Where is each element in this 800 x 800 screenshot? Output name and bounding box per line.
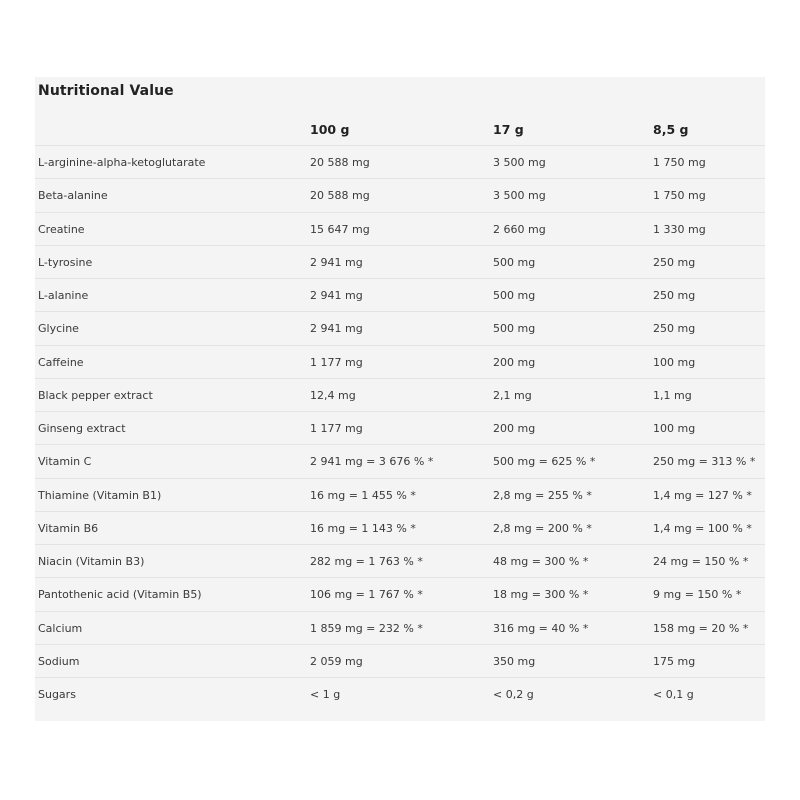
cell-per-8-5g: 1,4 mg = 100 % * <box>653 521 752 535</box>
cell-per-100g: 12,4 mg <box>310 388 356 402</box>
table-row <box>35 213 765 246</box>
cell-ingredient: Caffeine <box>38 355 84 369</box>
table-row <box>35 578 765 611</box>
table-row <box>35 379 765 412</box>
table-row <box>35 412 765 445</box>
table-row <box>35 678 765 711</box>
cell-per-100g: 20 588 mg <box>310 189 370 203</box>
cell-per-8-5g: 250 mg <box>653 255 696 269</box>
cell-per-17g: 2,8 mg = 200 % * <box>493 521 592 535</box>
cell-per-100g: 1 177 mg <box>310 355 363 369</box>
cell-per-100g: 282 mg = 1 763 % * <box>310 555 423 569</box>
cell-per-17g: 350 mg <box>493 654 536 668</box>
table-title: Nutritional Value <box>38 83 174 99</box>
cell-per-8-5g: 250 mg <box>653 322 696 336</box>
cell-per-8-5g: 100 mg <box>653 355 696 369</box>
cell-per-8-5g: 175 mg <box>653 654 696 668</box>
cell-per-8-5g: < 0,1 g <box>653 688 694 702</box>
cell-per-17g: 316 mg = 40 % * <box>493 621 589 635</box>
cell-per-17g: 2,8 mg = 255 % * <box>493 488 592 502</box>
cell-per-17g: 500 mg = 625 % * <box>493 455 596 469</box>
table-row <box>35 279 765 312</box>
cell-per-100g: 15 647 mg <box>310 222 370 236</box>
cell-ingredient: Sugars <box>38 688 76 702</box>
cell-per-100g: < 1 g <box>310 688 341 702</box>
table-row <box>35 346 765 379</box>
cell-per-8-5g: 1 750 mg <box>653 189 706 203</box>
cell-ingredient: Vitamin C <box>38 455 92 469</box>
cell-per-100g: 16 mg = 1 143 % * <box>310 521 416 535</box>
table-row <box>35 445 765 478</box>
header-cell-100g: 100 g <box>310 122 350 137</box>
cell-per-100g: 20 588 mg <box>310 156 370 170</box>
cell-ingredient: L-arginine-alpha-ketoglutarate <box>38 156 206 170</box>
cell-per-100g: 1 177 mg <box>310 422 363 436</box>
cell-ingredient: Vitamin B6 <box>38 521 99 535</box>
cell-per-17g: 500 mg <box>493 289 536 303</box>
cell-per-100g: 2 941 mg <box>310 322 363 336</box>
cell-per-17g: 3 500 mg <box>493 189 546 203</box>
cell-per-100g: 106 mg = 1 767 % * <box>310 588 423 602</box>
cell-per-8-5g: 1 330 mg <box>653 222 706 236</box>
table-row <box>35 612 765 645</box>
table-row <box>35 645 765 678</box>
header-cell-17g: 17 g <box>493 122 524 137</box>
cell-per-8-5g: 250 mg = 313 % * <box>653 455 756 469</box>
cell-per-8-5g: 1,1 mg <box>653 388 692 402</box>
cell-per-17g: 48 mg = 300 % * <box>493 555 589 569</box>
cell-per-8-5g: 9 mg = 150 % * <box>653 588 742 602</box>
cell-ingredient: Ginseng extract <box>38 422 126 436</box>
cell-per-17g: 200 mg <box>493 355 536 369</box>
cell-per-100g: 16 mg = 1 455 % * <box>310 488 416 502</box>
cell-per-100g: 1 859 mg = 232 % * <box>310 621 423 635</box>
cell-ingredient: Sodium <box>38 654 80 668</box>
cell-ingredient: Calcium <box>38 621 83 635</box>
cell-per-8-5g: 250 mg <box>653 289 696 303</box>
cell-per-17g: 200 mg <box>493 422 536 436</box>
cell-per-8-5g: 158 mg = 20 % * <box>653 621 749 635</box>
cell-per-100g: 2 941 mg <box>310 289 363 303</box>
cell-ingredient: Black pepper extract <box>38 388 153 402</box>
cell-per-100g: 2 941 mg <box>310 255 363 269</box>
cell-ingredient: Thiamine (Vitamin B1) <box>38 488 162 502</box>
cell-per-8-5g: 100 mg <box>653 422 696 436</box>
cell-ingredient: Glycine <box>38 322 79 336</box>
table-row <box>35 512 765 545</box>
cell-ingredient: Niacin (Vitamin B3) <box>38 555 145 569</box>
table-header-row <box>35 113 765 146</box>
table-row <box>35 479 765 512</box>
table-row <box>35 179 765 212</box>
cell-ingredient: L-tyrosine <box>38 255 93 269</box>
cell-per-17g: 3 500 mg <box>493 156 546 170</box>
cell-per-8-5g: 1,4 mg = 127 % * <box>653 488 752 502</box>
cell-ingredient: Creatine <box>38 222 85 236</box>
cell-ingredient: Beta-alanine <box>38 189 108 203</box>
table-row <box>35 312 765 345</box>
cell-per-8-5g: 1 750 mg <box>653 156 706 170</box>
table-row <box>35 146 765 179</box>
cell-per-17g: 18 mg = 300 % * <box>493 588 589 602</box>
table-row <box>35 545 765 578</box>
cell-per-17g: 2,1 mg <box>493 388 532 402</box>
cell-per-17g: 500 mg <box>493 322 536 336</box>
cell-ingredient: L-alanine <box>38 289 89 303</box>
cell-per-8-5g: 24 mg = 150 % * <box>653 555 749 569</box>
header-cell-8-5g: 8,5 g <box>653 122 689 137</box>
cell-per-17g: < 0,2 g <box>493 688 534 702</box>
cell-per-17g: 2 660 mg <box>493 222 546 236</box>
cell-per-100g: 2 059 mg <box>310 654 363 668</box>
cell-per-17g: 500 mg <box>493 255 536 269</box>
nutrition-table <box>35 77 765 721</box>
cell-ingredient: Pantothenic acid (Vitamin B5) <box>38 588 202 602</box>
cell-per-100g: 2 941 mg = 3 676 % * <box>310 455 434 469</box>
table-row <box>35 246 765 279</box>
